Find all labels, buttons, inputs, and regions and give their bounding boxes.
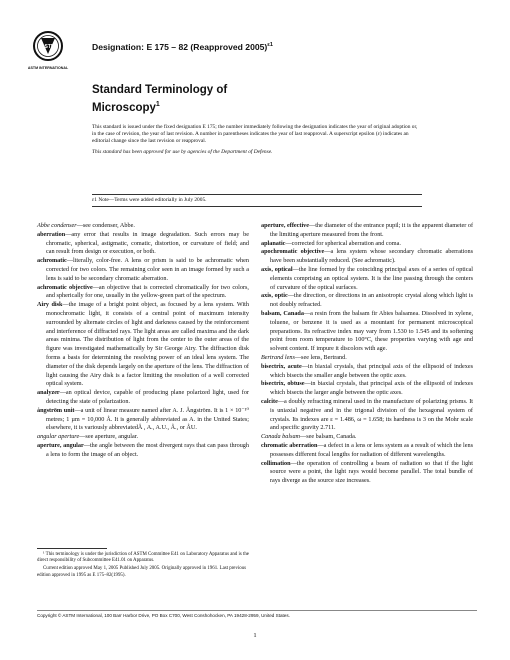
glossary-entry	[261, 222, 473, 240]
glossary-entry	[37, 389, 249, 407]
glossary-entry	[37, 407, 249, 433]
entry-term: axis, optical	[261, 265, 293, 273]
entry-definition: —a resin from the balsam fir Abies balsamea. Dissolved in xylene, toluene, or benzene it is used as a mountant for permanent microscopical preparations. Its refractive index may vary from 1.530 to 1.545 and its softening point from room temperature to 100°C, these properties varying with age and solvent content. If impure it discolors with age.	[270, 309, 473, 353]
glossary-entry	[261, 363, 473, 381]
glossary-entry	[37, 231, 249, 257]
entry-term: bisectrix, obtuse	[261, 380, 305, 388]
title-line1: Standard Terminology of	[92, 84, 228, 96]
glossary-entry	[261, 380, 473, 398]
entry-term: analyzer	[37, 389, 60, 397]
entry-term: chromatic aberration	[261, 441, 318, 449]
intro	[92, 124, 422, 159]
glossary-entry	[37, 442, 249, 460]
entry-definition: —a unit of linear measure named after A. J. Ångström. It is 1 × 10⁻¹⁰ metres; 1 µm = 10,000 Å. It is generally abbreviated as A. in the United States; elsewhere, it is variously abbreviatedÅ , A., A.U., Å., or ÅU.	[46, 406, 249, 432]
entry-definition: —in biaxial crystals, that principal axis of the ellipsoid of indexes which bisects the larger angle between the optic axes.	[270, 380, 473, 397]
entry-definition: —the image of a bright point object, as focused by a lens system. With monochromatic light, it consists of a central point of maximum intensity surrounded by alternate circles of light and darkness caused by the reinforcement and interference of diffracted rays. The light areas are called maxima and the dark areas minima. The distribution of light from the center to the outer areas of the figure was investigated mathematically by Sir George Airy. The diffraction disk forms a basis for determining the resolving power of an ideal lens system. The diameter of the disk depends largely on the aperture of the lens. The diffraction of light causing the Airy disk is a factor limiting the resolution of a well corrected optical system.	[46, 301, 249, 388]
entry-definition: —the diameter of the entrance pupil; it is the apparent diameter of the limiting aperture measured from the front.	[270, 222, 474, 238]
entry-italic-term: Bertrand lens	[261, 353, 295, 361]
glossary-entry	[261, 433, 473, 442]
entry-term: ångström unit	[37, 406, 75, 414]
entry-definition: —in biaxial crystals, that principal axis of the ellipsoid of indexes which bisects the smaller angle between the optic axes.	[270, 362, 473, 379]
entry-italic-term: angular aperture	[37, 433, 80, 441]
entry-term: aplanatic	[261, 239, 286, 247]
entry-term: balsam, Canada	[261, 309, 304, 317]
glossary-entry	[261, 460, 473, 486]
entry-definition: —see balsam, Canada.	[300, 433, 357, 441]
entry-definition: —a doubly refracting mineral used in the manufacture of polarizing prisms. It is uniaxial negative and in the trigonal division of the hexagonal system of crystals. Its indexes are ε = 1.486, ω = 1.658; its hardness is 3 on the Mohr scale and specific gravity 2.711.	[270, 397, 473, 432]
entry-definition: —the direction, or directions in an anisotropic crystal along which light is not doubly refracted.	[270, 292, 473, 309]
astm-logo-icon	[27, 30, 69, 72]
issuance-text: This standard is issued under the fixed designation E 175; the number immediately following the designation indicates the year of original adoption or, in the case of revision, the year of last revision. A number in parentheses indicates the year of last reapproval. A superscript epsilon (ε) indicates an editorial change since the last revision or reapproval.	[92, 124, 418, 145]
glossary-entry	[261, 354, 473, 363]
entry-definition: —a defect in a lens or lens system as a result of which the lens possesses different focal lengths for radiation of different wavelengths.	[270, 441, 473, 458]
footnote-1: ¹ This terminology is under the jurisdiction of ASTM Committee E41 on Laboratory Apparatus and is the direct responsibility of Subcommittee E41.01 on Apparatus.	[37, 552, 249, 564]
glossary-entry	[37, 257, 249, 283]
entry-term: achromatic objective	[37, 283, 93, 291]
title-footnote-ref: 1	[155, 100, 160, 108]
entry-definition: —the angle between the most divergent rays that can pass through a lens to form the image of an object.	[46, 441, 249, 458]
glossary-entry	[37, 301, 249, 389]
editorial-note	[92, 194, 422, 207]
approved-text: This standard has been approved for use by agencies of the Department of Defense.	[92, 148, 273, 155]
right-column	[261, 222, 473, 486]
entry-definition: —see lens, Bertrand.	[294, 353, 347, 361]
glossary-entry	[261, 310, 473, 354]
glossary-entry	[261, 266, 473, 292]
entry-term: aperture, effective	[261, 222, 310, 229]
glossary-entry	[37, 222, 249, 231]
glossary-entry	[261, 292, 473, 310]
designation-mark: ε1	[267, 42, 273, 49]
glossary-entry	[37, 433, 249, 442]
entry-definition: —corrected for spherical aberration and coma.	[285, 239, 401, 247]
entry-definition: —the operation of controlling a beam of radiation so that if the light source were a point, the light rays would become parallel. The total bundle of rays diverge as the source size increases.	[270, 459, 473, 485]
title-line2: Microscopy	[92, 101, 156, 114]
entry-italic-term: Abbe condenser	[37, 222, 77, 229]
left-column	[37, 222, 249, 460]
entry-definition: —literally, color-free. A lens or prism is said to be achromatic when corrected for two colors. The remaining color seen in an image formed by such a lens is said to be secondary chromatic aberration.	[46, 257, 249, 282]
entry-definition: —see condenser, Abbe.	[76, 222, 135, 229]
entry-definition: —the line formed by the coinciding principal axes of a series of optical elements comprising an optical system. It is the line passing through the centers of curvature of the optical surfaces.	[270, 265, 473, 291]
entry-definition: —an objective that is corrected chromatically for two colors, and spherically for one, usually in the yellow-green part of the spectrum.	[46, 283, 249, 300]
glossary-entry	[37, 284, 249, 302]
entry-term: achromatic	[37, 257, 67, 265]
designation	[92, 42, 273, 52]
entry-term: Airy disk	[37, 301, 63, 309]
entry-definition: —see aperture, angular.	[79, 433, 138, 441]
glossary-entry	[261, 442, 473, 460]
entry-italic-term: Canada balsam	[261, 433, 301, 441]
footnotes	[37, 548, 249, 581]
entry-term: aperture, angular	[37, 441, 84, 449]
page-number: 1	[253, 632, 257, 639]
entry-term: apochromatic objective	[261, 248, 325, 256]
entry-term: aberration	[37, 230, 66, 238]
note-text: Note—Terms were added editorially in July 2005.	[98, 197, 207, 203]
note-mark: ε1	[92, 197, 97, 203]
entry-term: collimation	[261, 459, 291, 467]
entry-term: axis, optic	[261, 292, 288, 300]
glossary-entry	[261, 248, 473, 266]
designation-code: E 175 – 82 (Reapproved 2005)	[146, 42, 268, 52]
svg-text:ASTM: ASTM	[40, 44, 56, 50]
entry-definition: —an optical device, capable of producing plane polarized light, used for detecting the state of polarization.	[46, 389, 249, 405]
entry-definition: —a lens system whose secondary chromatic aberrations have been substantially reduced. (See achromatic).	[270, 248, 473, 265]
glossary-entry	[261, 240, 473, 249]
designation-prefix: Designation:	[92, 42, 145, 52]
entry-definition: —any error that results in image degradation. Such errors may be chromatic, spherical, astigmatic, comatic, distortion, or curvature of field; and can result from design or execution, or both.	[46, 230, 249, 256]
page-title	[92, 84, 352, 115]
copyright: Copyright © ASTM International, 100 Barr Harbor Drive, PO Box C700, West Conshohocken, PA 19428-2959, United States.	[37, 610, 477, 618]
entry-term: bisectrix, acute	[261, 362, 302, 370]
glossary-entry	[261, 398, 473, 433]
logo-text: ASTM INTERNATIONAL	[27, 66, 69, 70]
entry-term: calcite	[261, 397, 278, 405]
footnote-edition: Current edition approved May 1, 2005 Published July 2005. Originally approved in 1961. Last previous edition approved in 1995 as E 175–82(1995).	[37, 566, 247, 578]
footnote-rule	[37, 548, 107, 549]
